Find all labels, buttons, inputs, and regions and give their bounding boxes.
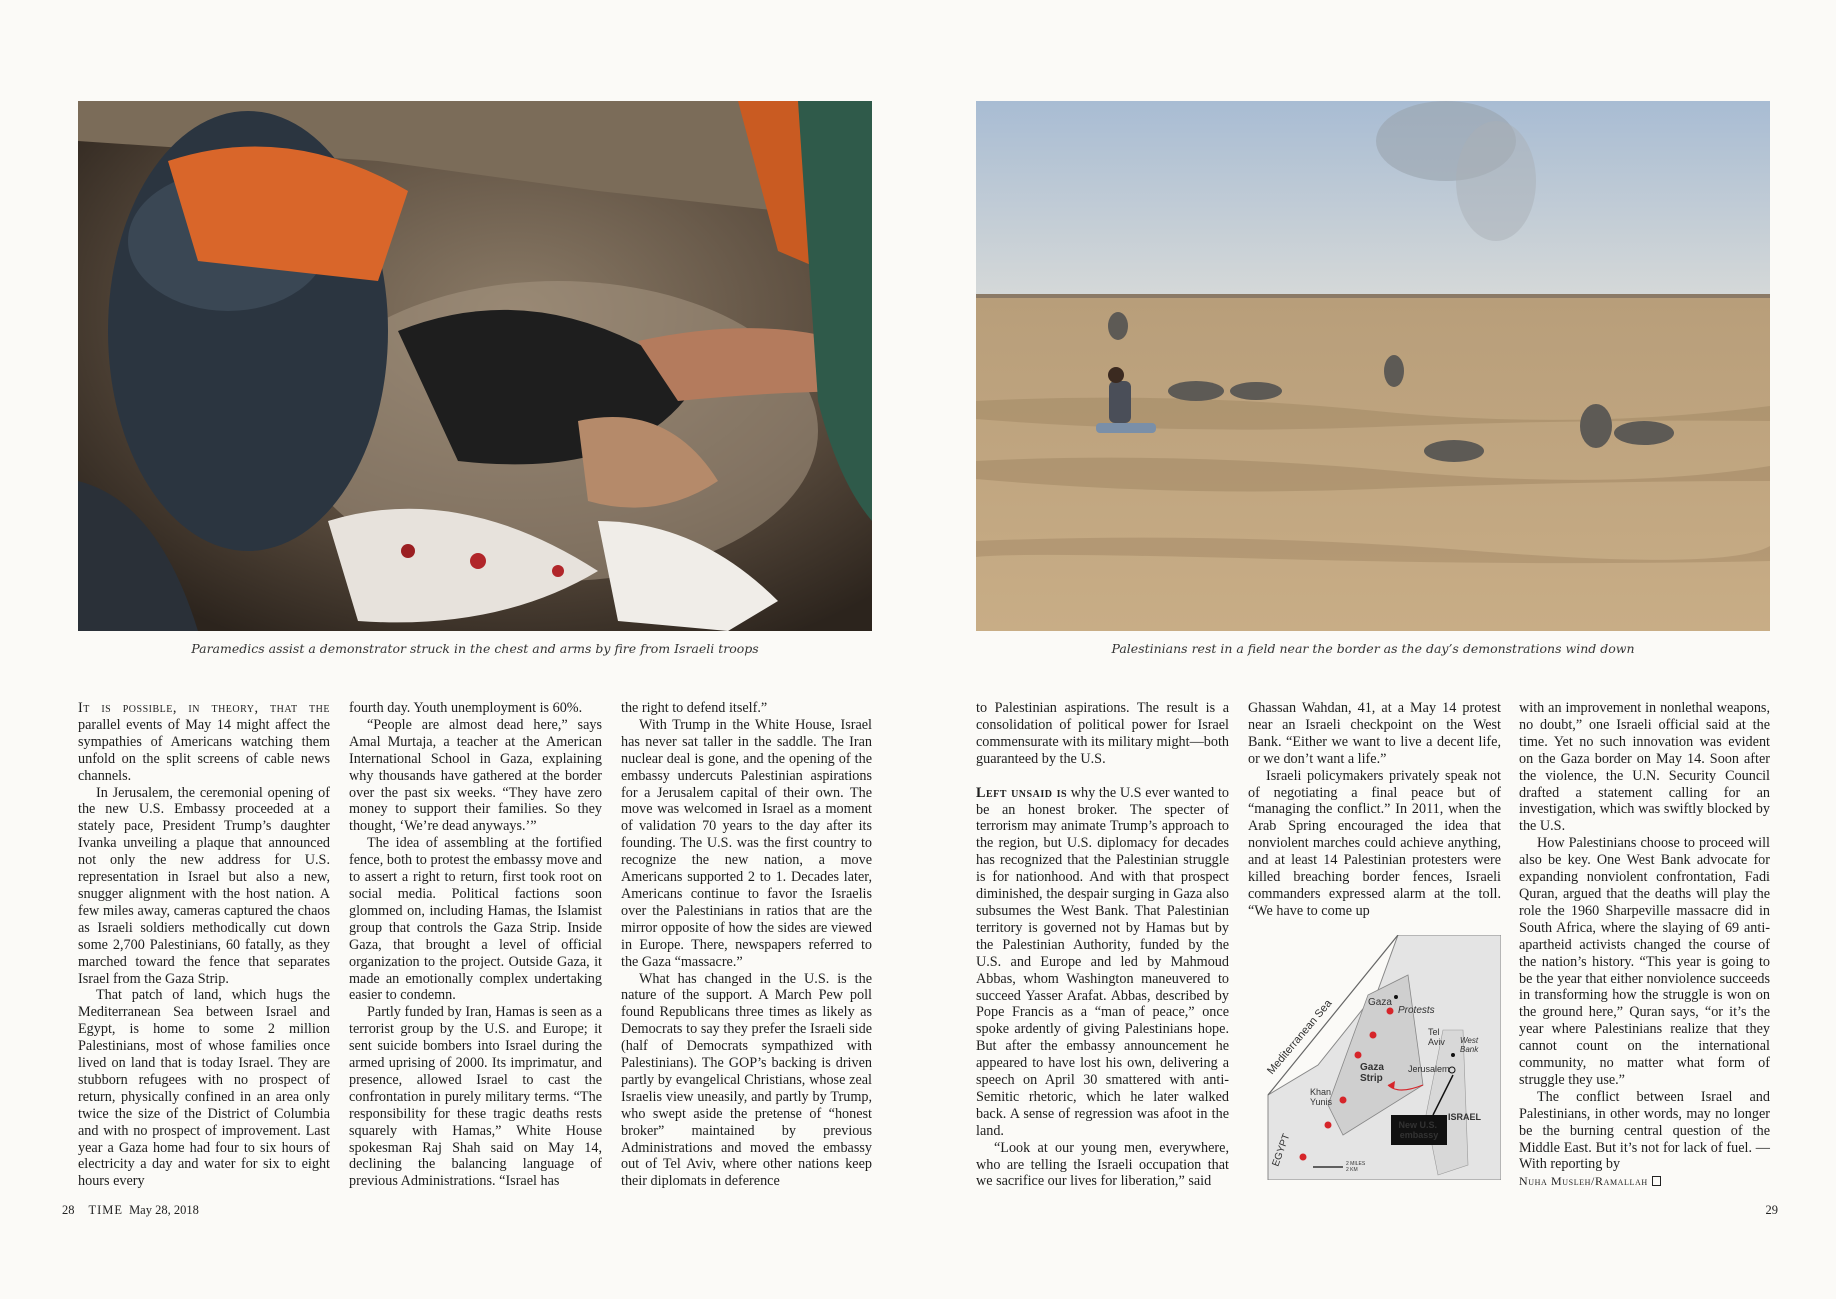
khan-yunis-label [1310, 1087, 1334, 1107]
article-paragraph: The conflict between Israel and Palestinians, in other words, may no longer be the burning central question of the Middle East. But it’s not for lack of fuel. —With reporting by Nuha Musleh/Ramallah [1519, 1088, 1770, 1189]
right-page [918, 0, 1836, 1299]
gaza-city-label: Gaza [1368, 997, 1392, 1008]
west-bank-line-2: Bank [1460, 1045, 1479, 1054]
field-photo [976, 101, 1770, 631]
west-bank-line-1: West [1460, 1036, 1479, 1045]
folio-left [62, 1203, 199, 1218]
protest-marker-icon [1387, 1008, 1394, 1015]
magazine-name: TIME [88, 1203, 124, 1217]
article-paragraph: In Jerusalem, the ceremonial opening of the new U.S. Embassy proceeded at a stately pace, President Trump’s daughter Ivanka unveiling a plaque that announced not only the new address for U.S. representation in Israel but also a new, snugger alignment with the host nation. A few miles away, cameras captured the chaos as Israeli soldiers methodically cut down some 2,700 Palestinians, 60 fatally, as they marched toward the fence that separates Israel from the Gaza Strip. [78, 784, 330, 987]
article-paragraph: “People are almost dead here,” says Amal Murtaja, a teacher at the American International School in Gaza, explaining why thousands have gathered at the border over the past six weeks. “They have zero money to support their families. So they thought, ‘We’re dead anyways.’” [349, 716, 602, 835]
article-paragraph: The idea of assembling at the fortified fence, both to protest the embassy move and to assert a right to return, first took root on social media. Political factions soon glommed on, including Hamas, the Islamist group that controls the Gaza Strip. Inside Gaza, that brought a level of official organization to the project. Outside Gaza, it made an emotionally complex undertaking easier to condemn. [349, 835, 602, 1004]
article-paragraph: What has changed in the U.S. is the nature of the support. A March Pew poll found Republicans three times as likely as Democrats to say they prefer the Israeli side (half of Democrats sympathized with Palestinians). The GOP’s backing is driven partly by evangelical Christians, whose zeal Israelis view uneasily, and partly by Trump, who swept aside the pretense of “honest broker” maintained by previous Administrations and moved the embassy out of Tel Aviv, where other nations keep their diplomats in deference [621, 970, 872, 1190]
article-paragraph: With Trump in the White House, Israel has never sat taller in the saddle. The Iran nuclear deal is gone, and the opening of the embassy undercuts Palestinian aspirations for a Jerusalem capital of their own. The move was welcomed in Israel as a moment of validation 70 years to the day after its founding. The U.S. was the first country to recognize the new nation, a move Americans supported 2 to 1. Decades later, Americans continue to favor the Israelis over the Palestinians in ratios that are the mirror opposite of how the sides are viewed in Europe. There, newspapers referred to the Gaza “massacre.” [621, 716, 872, 970]
article-paragraph: fourth day. Youth unemployment is 60%. [349, 700, 583, 716]
page-number: 28 [62, 1203, 75, 1217]
article-paragraph: How Palestinians choose to proceed will also be key. One West Bank advocate for expanding nonviolent confrontation, Fadi Quran, argued that the deaths will play the role the 1960 Sharpeville massacre did in South Africa, where the slaying of 69 anti-apartheid activists changed the course of the nation’s history. “This year is going to be the year that either nonviolence succeeds in transforming how the struggle is won on the ground here,” Quran says, “or it’s the year where Palestinians realize that they cannot count on the international community, no matter what form of struggle they use.” [1519, 835, 1770, 1088]
photo-caption-left: Paramedics assist a demonstrator struck in the chest and arms by fire from Israeli troops [191, 641, 759, 656]
gaza-strip-label [1360, 1062, 1387, 1084]
egypt-label: EGYPT [1270, 1132, 1293, 1169]
article-paragraph: with an improvement in nonlethal weapons, no doubt,” one Israeli official said at the time. Yet no such innovation was evident on the Gaza border on May 14. Soon after the violence, the U.N. Security Council drafted a statement calling for an investigation, which was swiftly blocked by the U.S. [1519, 700, 1770, 835]
embassy-callout-label [1398, 1120, 1439, 1140]
khan-yunis-line-1: Khan [1310, 1087, 1332, 1097]
photo-caption-right: Palestinians rest in a field near the border as the day’s demonstrations wind down [1111, 641, 1635, 656]
tel-aviv-line-1: Tel [1428, 1027, 1440, 1037]
israel-label: ISRAEL [1448, 1112, 1482, 1122]
protest-marker-icon [1325, 1122, 1332, 1129]
article-paragraph: to Palestinian aspirations. The result is a consolidation of political power for Israel commensurate with its military might—both guaranteed by the U.S. [976, 700, 1229, 767]
protest-marker-icon [1355, 1052, 1362, 1059]
tel-aviv-dot-icon [1451, 1053, 1455, 1057]
section-subhead: Left unsaid is [976, 784, 1068, 801]
gaza-city-dot-icon [1394, 995, 1398, 999]
protest-marker-icon [1300, 1154, 1307, 1161]
article-paragraph: Left unsaid is why the U.S ever wanted to be an honest broker. The specter of terrorism may animate Trump’s approach to the region, but U.S. diplomacy for decades has recognized that the Palestinian struggle is for nationhood. And with that prospect diminished, the despair surging in Gaza also subsumes the West Bank. That Palestinian territory is governed not by Hamas but by the Palestinian Authority, funded by the U.S. and Europe and led by Mahmoud Abbas, whom Washington maneuvered to succeed Yasser Arafat. Abbas, described by Pope Francis as a “man of peace,” once spoke ardently of giving Palestinians hope. But after the embassy announcement he appeared to have lost his own, delivering a speech on April 30 smattered with anti-Semitic rhetoric, which he later walked back. A sense of regression was afoot in the land. [976, 784, 1229, 1139]
article-column-1 [78, 700, 330, 1190]
embassy-callout-line-1: New U.S. [1398, 1120, 1437, 1130]
article-paragraph: “Look at our young men, everywhere, who are telling the Israeli occupation that we sacrifice our lives for liberation,” said [976, 1139, 1229, 1190]
article-column-3 [621, 700, 872, 1190]
protest-marker-icon [1340, 1097, 1347, 1104]
issue-date: May 28, 2018 [129, 1203, 199, 1217]
gaza-strip-line-1: Gaza [1360, 1062, 1384, 1073]
scale-line-1: 2 MILES [1346, 1161, 1366, 1167]
folio-right [1766, 1203, 1779, 1218]
khan-yunis-line-2: Yunis [1310, 1097, 1333, 1107]
embassy-callout-line-2: embassy [1399, 1130, 1439, 1140]
reporting-credit: Nuha Musleh/Ramallah [1519, 1173, 1770, 1190]
gaza-strip-line-2: Strip [1360, 1073, 1383, 1084]
west-bank-label [1460, 1036, 1480, 1054]
jerusalem-label: Jerusalem [1408, 1064, 1450, 1074]
article-paragraph: That patch of land, which hugs the Mediterranean Sea between Israel and Egypt, is home to some 2 million Palestinians, most of whose families once lived on land that is today Israel. They are stubborn refugees with no prospect of return, physically confined in an area only twice the size of the District of Columbia and with no prospect of improvement. Last year a Gaza home had four to six hours of electricity a day and water for six to eight hours every [78, 987, 330, 1190]
tel-aviv-line-2: Aviv [1428, 1037, 1445, 1047]
article-column-5 [1248, 700, 1501, 920]
article-paragraph: It is possible, in theory, that the parallel events of May 14 might affect the sympathies of Americans watching them unfold on the split screens of cable news channels. [78, 700, 330, 784]
article-paragraph: Ghassan Wahdan, 41, at a May 14 protest near an Israeli checkpoint on the West Bank. “Either we want to live a decent life, or we don’t want a life.” [1248, 700, 1501, 767]
article-paragraph: the right to defend itself.” [621, 700, 768, 716]
article-paragraph: Partly funded by Iran, Hamas is seen as a terrorist group by the U.S. and Europe; it sent suicide bombers into Israel during the armed uprising of 2000. Its imprimatur, and presence, allowed Israel to cast the confrontation in purely military terms. “The responsibility for these tragic deaths rests squarely with Hamas,” White House spokesman Raj Shah said on May 14, declining the balancing language of previous Administrations. “Israel has [349, 1004, 602, 1190]
article-column-6 [1519, 700, 1770, 1190]
article-paragraph: Israeli policymakers privately speak not of negotiating a final peace but of “managing the conflict.” In 2011, when the Arab Spring encouraged the idea that nonviolent marches could achieve anything, and at least 14 Palestinian protesters were killed breaching border fences, Israeli commanders expressed alarm at the toll. “We have to come up [1248, 767, 1501, 919]
gaza-map [1248, 935, 1501, 1180]
sea-label: Mediterranean Sea [1265, 997, 1335, 1077]
paramedics-photo [78, 101, 872, 631]
scale-line-2: 2 KM [1346, 1167, 1358, 1173]
protest-marker-icon [1370, 1032, 1377, 1039]
protests-label: Protests [1398, 1005, 1435, 1016]
lead-in: It is possible, in theory, that the [78, 700, 330, 716]
end-mark-icon [1652, 1176, 1661, 1186]
article-column-2 [349, 700, 602, 1190]
article-column-4 [976, 700, 1229, 1190]
page-number: 29 [1765, 1203, 1778, 1217]
